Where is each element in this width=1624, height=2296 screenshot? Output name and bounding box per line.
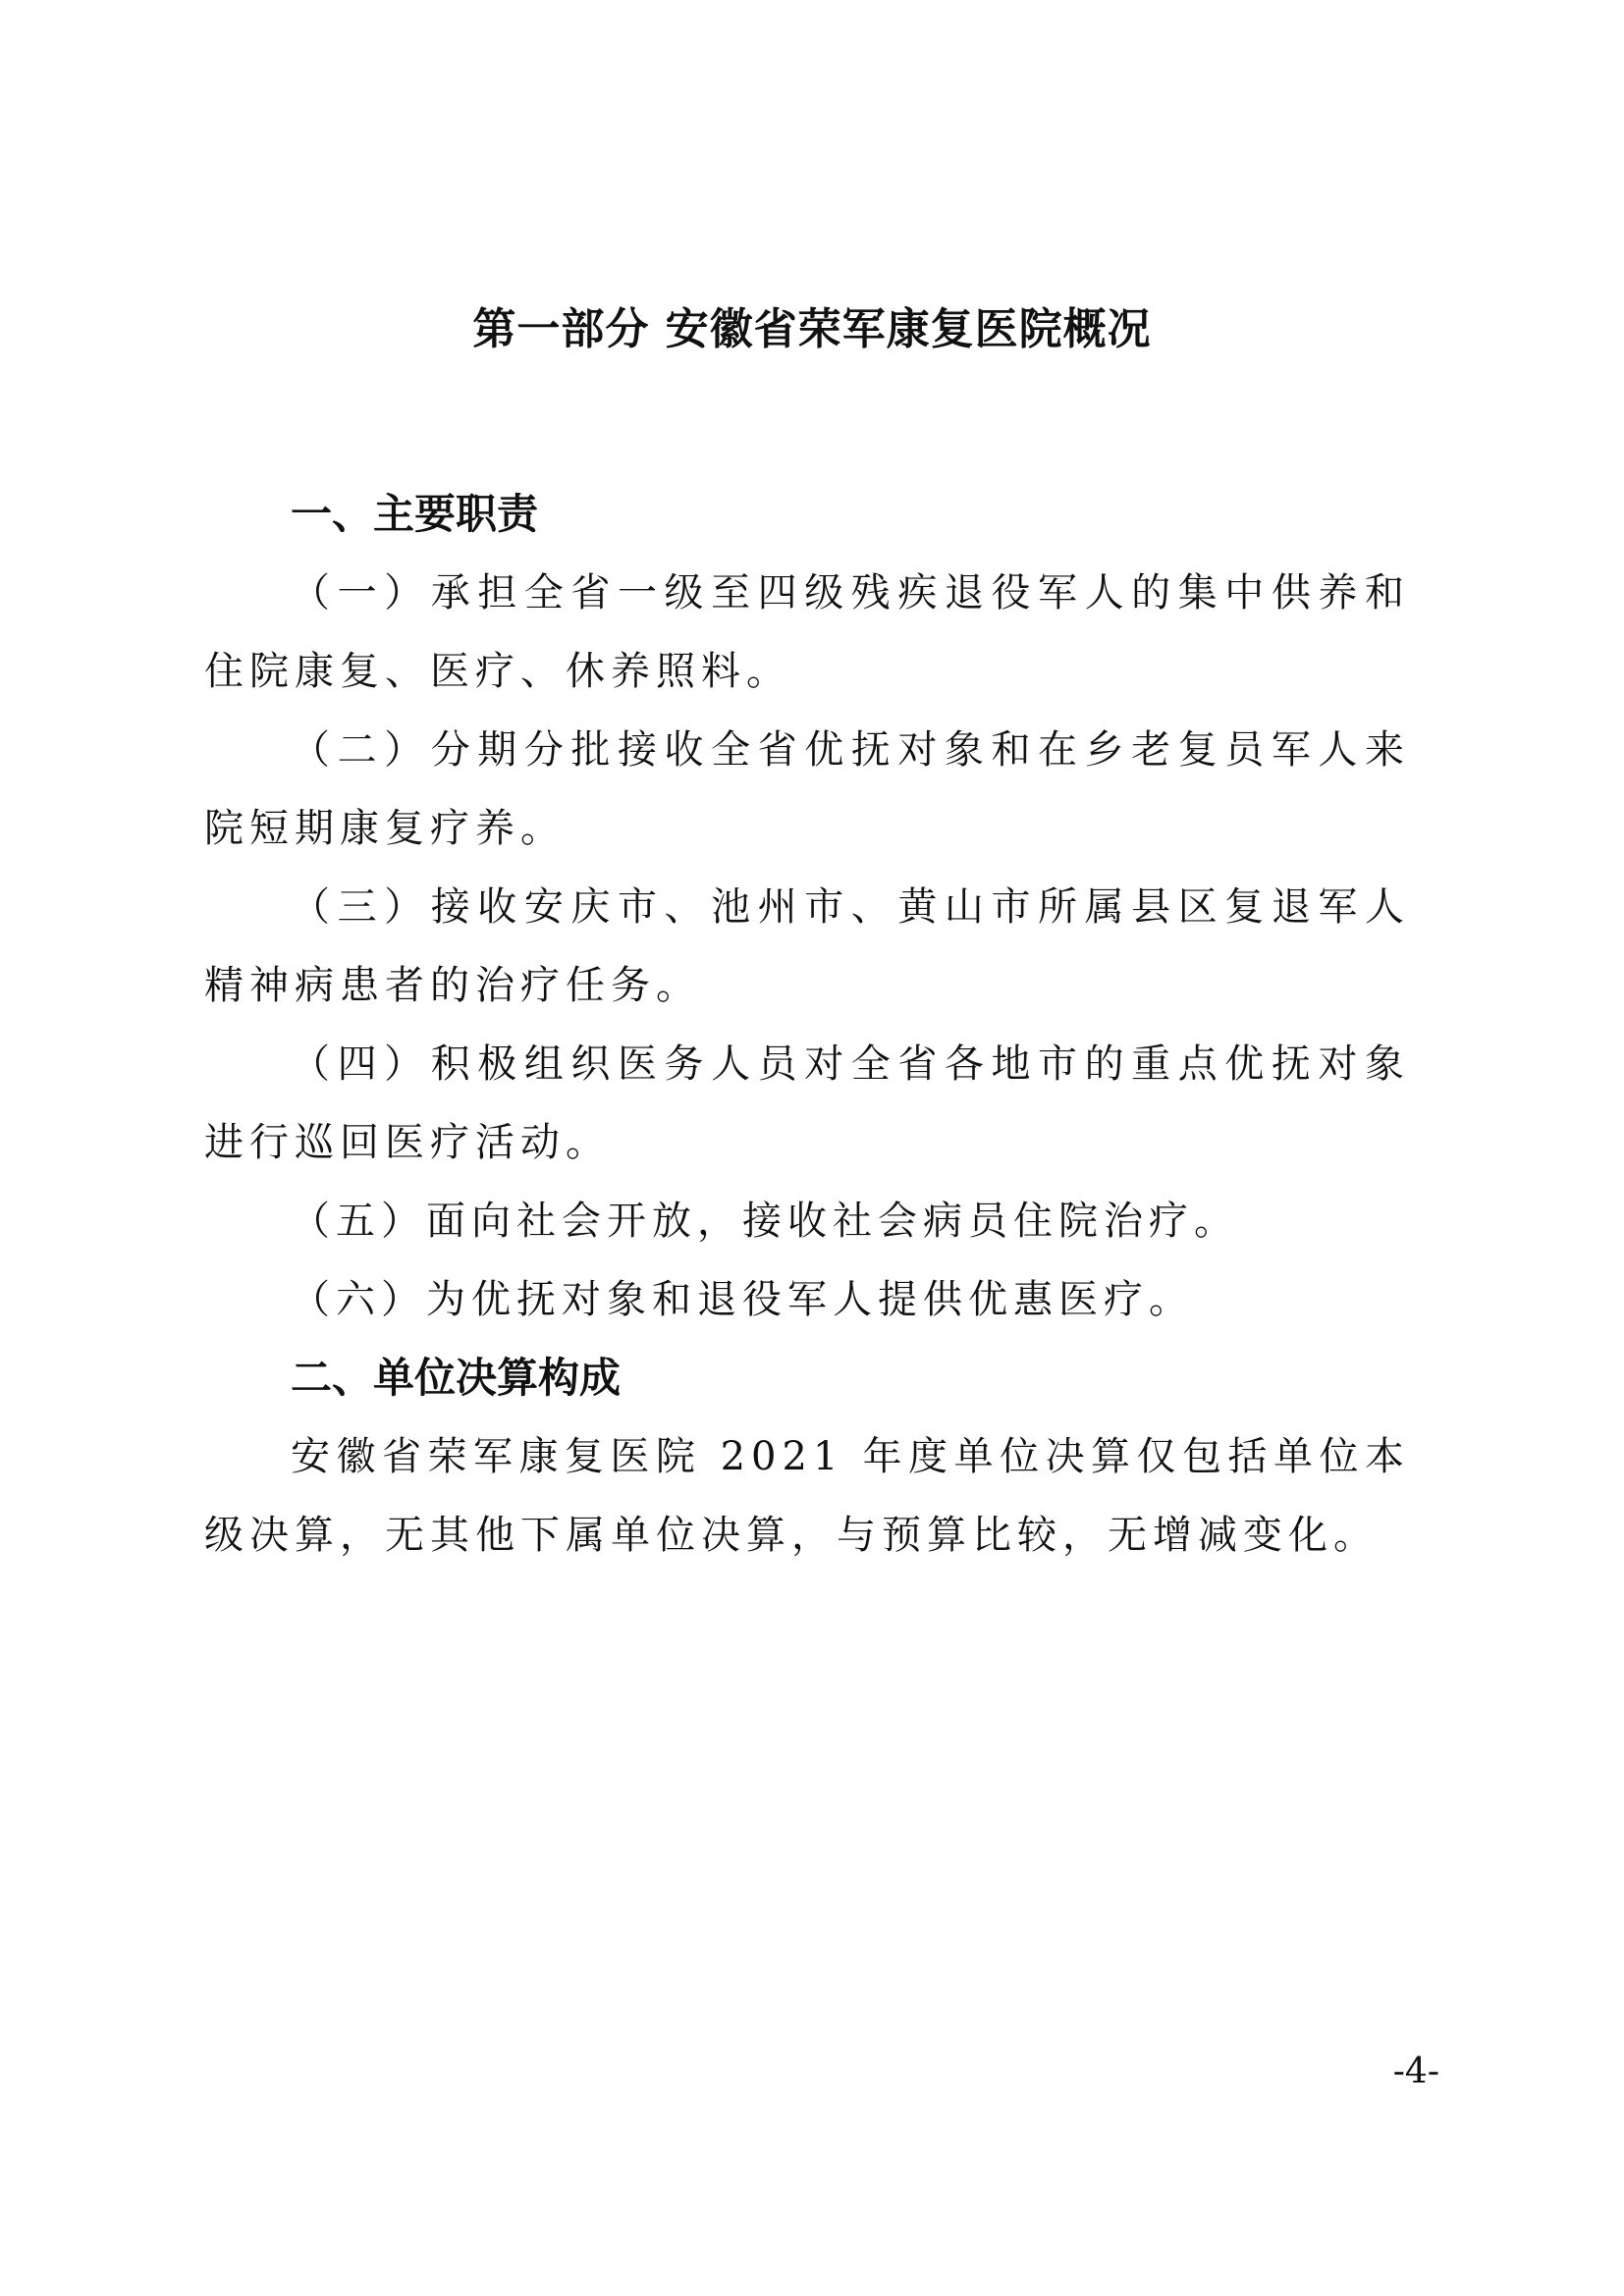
document-body <box>204 475 1410 1575</box>
page-title: 第一部分 安徽省荣军康复医院概况 <box>472 304 1152 354</box>
page-number: -4- <box>1392 2052 1439 2092</box>
duty-item-1: （一）承担全省一级至四级残疾退役军人的集中供养和住院康复、医疗、休养照料。 <box>204 570 1410 694</box>
duty-item-4: （四）积极组织医务人员对全省各地市的重点优抚对象进行巡回医疗活动。 <box>204 1041 1410 1165</box>
section-heading-main-duties: 一、主要职责 <box>291 490 539 538</box>
duty-item-5: （五）面向社会开放，接收社会病员住院治疗。 <box>291 1199 1239 1244</box>
unit-composition-paragraph: 安徽省荣军康复医院 2021 年度单位决算仅包括单位本级决算，无其他下属单位决算，与预算比较，无增减变化。 <box>204 1434 1410 1558</box>
duty-item-2: （二）分期分批接收全省优抚对象和在乡老复员军人来院短期康复疗养。 <box>204 727 1410 851</box>
section-heading-unit-composition: 二、单位决算构成 <box>291 1354 622 1402</box>
duty-item-3: （三）接收安庆市、池州市、黄山市所属县区复退军人精神病患者的治疗任务。 <box>204 884 1410 1008</box>
duty-item-6: （六）为优抚对象和退役军人提供优惠医疗。 <box>291 1277 1194 1322</box>
